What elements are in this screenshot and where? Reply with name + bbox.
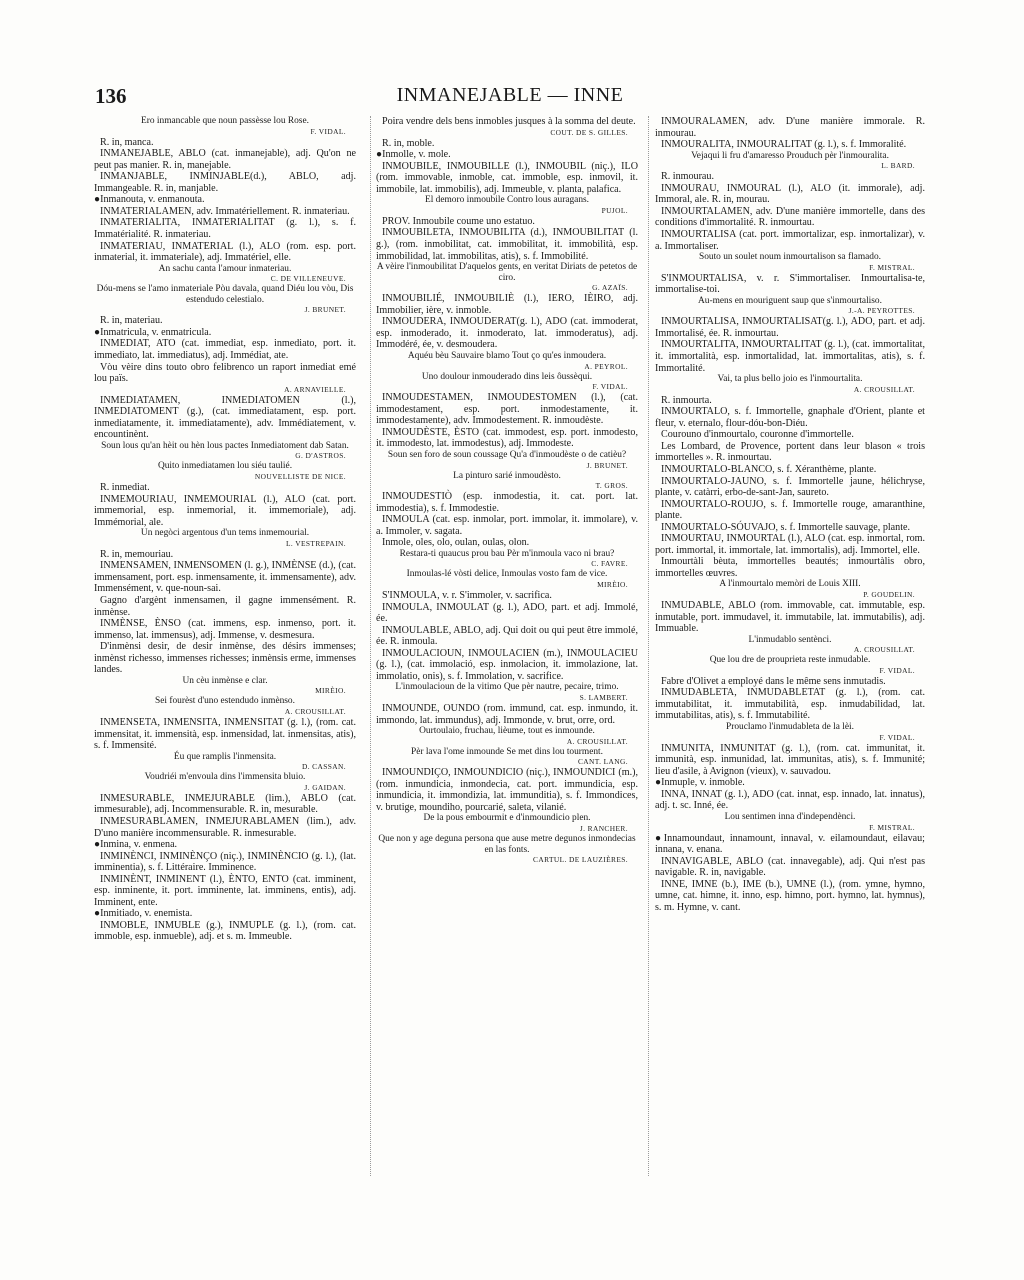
column-divider-1 xyxy=(370,116,371,1176)
entry-paragraph: INMOUBILE, INMOUBILLE (l.), INMOUBIL (niç.), ILO (rom. immovable, inmoble, cat. immoble, esp. inmovil, it. immobile, lat. immobilis), adj. Immeuble, v. planta, palafica. xyxy=(376,160,638,195)
entry-paragraph: INMOUNDIÇO, INMOUNDICIO (niç.), INMOUNDICI (m.), (rom. inmundicia, inmondecia, cat. port. immundicia, esp. inmundicia, it. immondizia, lat. immunditia), s. f. Immondices, v. brutige, moundiho, pourcarié, saleta, vilanié. xyxy=(376,767,638,813)
cross-reference: ●Innamoundaut, innamount, innaval, v. eilamoundaut, eilavau; innana, v. enana. xyxy=(655,832,925,856)
column-divider-2 xyxy=(648,116,649,1176)
quote-attribution: J. GAIDAN. xyxy=(304,782,346,792)
page-number: 136 xyxy=(95,84,127,108)
entry-paragraph: INMEDIATAMEN, INMEDIATOMEN (l.), INMEDIATOMENT (g.), (cat. immediatament, esp. port. inmediatamente, it. immediatamente), adv. Immédiatement, v. encountinènt. xyxy=(94,394,356,441)
quotation: Vejaqui li fru d'amaresso Prouduch pèr l'inmouralita. xyxy=(691,150,889,161)
entry-paragraph: INMENSETA, INMENSITA, INMENSITAT (g. l.), (rom. cat. immensitat, it. immensità, esp. inmensidad, lat. inmensitas, atis), s. f. Immensité. xyxy=(94,717,356,752)
cross-reference: ●Inmanouta, v. enmanouta. xyxy=(94,194,205,206)
quote-attribution: F. VIDAL. xyxy=(879,732,915,742)
cross-reference: ●Inmitiado, v. enemista. xyxy=(94,908,193,920)
quotation: Soun sen foro de soun coussage Qu'a d'inmoudèste o de catièu? xyxy=(387,449,627,460)
entry-paragraph: INMOURTALISA (cat. port. immortalizar, esp. inmortalizar), v. a. Immortaliser. xyxy=(655,228,925,252)
quote-attribution: A. PEYROL. xyxy=(584,361,628,371)
quotation: Quito inmediatamen lou siéu taulié. xyxy=(157,461,293,472)
entry-paragraph: INMOULA (cat. esp. inmolar, port. immolar, it. immolare), v. a. Immoler, v. sagata. xyxy=(376,514,638,537)
quotation: A vèire l'inmoubilitat D'aquelos gents, en veritat Diriats de petetos de ciro. xyxy=(376,262,638,283)
quote-attribution: C. FAVRE. xyxy=(591,559,628,569)
quote-attribution: MIRÈIO. xyxy=(315,686,346,696)
entry-paragraph: INMOURTALITA, INMOURTALITAT (g. l.), (cat. immortalitat, it. immortalità, esp. inmortalidad, lat. immortalitas, atis), s. f. Immortalité. xyxy=(655,339,925,374)
quotation: Que non y age deguna persona que ause metre degunos inmondecias en las fonts. xyxy=(378,834,636,855)
page-header xyxy=(95,84,925,110)
entry-paragraph: INMENSAMEN, INMENSOMEN (l. g.), INMÈNSE (d.), (cat. immensament, port. esp. inmensamente, it. immensamente), adv. Immensément, v. que-noun-sai. xyxy=(94,560,356,595)
entry-paragraph: INMANEJABLE, ABLO (cat. inmanejable), adj. Qu'on ne peut pas manier. R. in, manejable. xyxy=(94,148,356,171)
running-title: INMANEJABLE — INNE xyxy=(396,84,624,106)
quotation: Uno doulour inmouderado dins leis ôussèqui. xyxy=(421,371,593,382)
entry-paragraph: INMATERIAU, INMATERIAL (l.), ALO (rom. esp. port. inmaterial, it. immateriale), adj. Immatériel, elle. xyxy=(94,240,356,264)
entry-paragraph: R. in, manca. xyxy=(100,136,154,148)
quotation: Souto un soulet noum inmourtalison sa flamado. xyxy=(698,252,882,263)
quotation: Dóu-mens se l'amo inmateriale Pòu davala, quand Diéu lou vòu, Dis estendudo celestialo. xyxy=(96,284,354,305)
entry-paragraph: INMESURABLE, INMEJURABLE (lim.), ABLO (cat. immesurable), adj. Incommensurable. R. in, mesurable. xyxy=(94,792,356,816)
cross-reference: ●Inmina, v. enmena. xyxy=(94,839,178,851)
entry-paragraph: Fabre d'Olivet a employé dans le même sens inmutadis. xyxy=(661,675,886,687)
quote-attribution: P. GOUDELIN. xyxy=(863,590,915,600)
quotation: Èro inmancable que noun passèsse lou Rose. xyxy=(141,116,309,126)
quote-attribution: J. BRUNET. xyxy=(586,460,628,470)
entry-paragraph: INMOUBILIÉ, INMOUBILIÈ (l.), IERO, IÈIRO, adj. Immobilier, ière, v. inmoble. xyxy=(376,293,638,316)
entry-paragraph: INMOUDERA, INMOUDERAT(g. l.), ADO (cat. immoderat, esp. inmoderado, it. inmoderato, lat. immoderatus), adj. Immodéré, ée, v. desmoudera. xyxy=(376,316,638,351)
quotation: Restara-ti quaucus prou bau Pèr m'inmoula vaco ni brau? xyxy=(399,548,615,559)
quotation: Inmoulas-lé vòsti delice, Inmoulas vosto fam de vice. xyxy=(406,569,608,580)
entry-paragraph: INMOUNDE, OUNDO (rom. immund, cat. esp. inmundo, it. immondo, lat. immundus), adj. Immonde, v. brut, orre, ord. xyxy=(376,702,638,726)
quotation: Que lou dre de prouprieta reste inmudable. xyxy=(709,655,871,666)
entry-paragraph: D'inmènsi desir, de desir inmènse, des désirs immenses; inmènst richesso, immenses richesses; inmènsis erme, immenses landes. xyxy=(94,641,356,676)
quote-attribution: NOUVELLISTE DE NICE. xyxy=(254,472,346,482)
entry-paragraph: INMOURTALO-SÓUVAJO, s. f. Immortelle sauvage, plante. xyxy=(661,521,911,533)
quote-attribution: J. RANCHER. xyxy=(579,824,628,834)
entry-paragraph: INMANJABLE, INMINJABLE(d.), ABLO, adj. Immangeable. R. in, manjable. xyxy=(94,171,356,194)
entry-paragraph: INMUDABLETA, INMUDABLETAT (g. l.), (rom. cat. immutabilitat, it. immutabilità, esp. inmudabilidad, lat. immutabilitas, atis), s. f. Immutabilité. xyxy=(655,687,925,722)
quote-attribution: CANT. LANG. xyxy=(577,757,628,767)
entry-paragraph: INNAVIGABLE, ABLO (cat. innavegable), adj. Qui n'est pas navigable. R. in, navigable. xyxy=(655,855,925,879)
entry-paragraph: Courouno d'inmourtalo, couronne d'immortelle. xyxy=(661,429,854,441)
entry-paragraph: Poira vendre dels bens inmobles jusques à la somma del deute. xyxy=(382,116,636,127)
entry-paragraph: INMOULA, INMOULAT (g. l.), ADO, part. et adj. Immolé, ée. xyxy=(376,601,638,625)
quote-attribution: J. BRUNET. xyxy=(304,305,346,315)
entry-paragraph: S'INMOULA, v. r. S'immoler, v. sacrifica. xyxy=(382,590,552,602)
quote-attribution: F. VIDAL. xyxy=(310,126,346,136)
entry-paragraph: R. inmourau. xyxy=(661,171,714,183)
quote-attribution: F. MISTRAL. xyxy=(869,822,915,832)
quote-attribution: PUJOL. xyxy=(601,205,628,215)
entry-paragraph: INMOURAU, INMOURAL (l.), ALO (it. immorale), adj. Immoral, ale. R. in, mourau. xyxy=(655,182,925,206)
quotation: Soun lous qu'an hèit ou hèn lous pactes Inmediatoment dab Satan. xyxy=(101,440,349,451)
quote-attribution: A. CROUSILLAT. xyxy=(853,384,915,394)
entry-paragraph: INNA, INNAT (g. l.), ADO (cat. innat, esp. innado, lat. innatus), adj. t. sc. Inné, ée. xyxy=(655,788,925,812)
quote-attribution: T. GROS. xyxy=(595,481,628,491)
entry-paragraph: INMOBLE, INMUBLE (g.), INMUPLE (g. l.), (rom. cat. immoble, esp. inmueble), adj. et s. m. Immeuble. xyxy=(94,919,356,943)
quotation: Un negòci argentous d'un tems inmemourial. xyxy=(140,528,310,539)
entry-paragraph: R. in, moble. xyxy=(382,137,435,149)
quotation: Vai, ta plus bello joio es l'inmourtalita. xyxy=(717,374,863,385)
quotation: A l'inmourtalo memòri de Louis XIII. xyxy=(719,579,861,590)
quote-attribution: G. AZAÏS. xyxy=(592,283,628,293)
entry-paragraph: INMOUBILETA, INMOUBILITA (d.), INMOUBILITAT (l. g.), (rom. inmobilitat, cat. immobilitat, it. immobilità, esp. immobilidad, lat. immobilitas, atis), s. f. Immobilité. xyxy=(376,227,638,262)
quote-attribution: CARTUL. DE LAUZIÈRES. xyxy=(533,855,628,865)
cross-reference: ●Inmuple, v. inmoble. xyxy=(655,777,745,789)
quote-attribution: L. BARD. xyxy=(881,161,915,171)
column-right xyxy=(655,116,925,1182)
entry-paragraph: INMEDIAT, ATO (cat. immediat, esp. inmediato, port. it. immediato, lat. immediatus), adj. Immédiat, ate. xyxy=(94,338,356,362)
quote-attribution: COUT. DE S. GILLES. xyxy=(550,127,628,137)
entry-paragraph: Vòu vèire dins touto obro felibrenco un raport inmediat emé lou païs. xyxy=(94,361,356,385)
entry-paragraph: INMOURTALISA, INMOURTALISAT(g. l.), ADO, part. et adj. Immortalisé, ée. R. inmourtau. xyxy=(655,316,925,339)
quotation: L'inmoulacioun de la vitimo Que pèr nautre, pecaire, trimo. xyxy=(395,682,619,693)
entry-paragraph: INMOURTALO-JAUNO, s. f. Immortelle jaune, hélichryse, plante, v. catàrri, erbo-de-sant-Jan, saureto. xyxy=(655,475,925,499)
quote-attribution: G. D'ASTROS. xyxy=(295,451,346,461)
entry-paragraph: INMOURALITA, INMOURALITAT (g. l.), s. f. Immoralité. xyxy=(661,139,907,151)
entry-paragraph: INMOURTALO-BLANCO, s. f. Xéranthème, plante. xyxy=(661,463,877,475)
quote-attribution: F. VIDAL. xyxy=(592,382,628,392)
column-middle xyxy=(376,116,638,1182)
entry-paragraph: INMINÈNCI, INMINÈNÇO (niç.), INMINÈNCIO (g. l.), (lat. imminentia), s. f. Littéraire. Imminence. xyxy=(94,850,356,874)
quote-attribution: F. MISTRAL. xyxy=(869,262,915,272)
entry-paragraph: INMUNITA, INMUNITAT (g. l.), (rom. cat. immunitat, it. immunità, esp. inmunidad, lat. immunitas, atis), s. f. Immunité; lieu d'asile, à Avignon (vieux), v. sauvadou. xyxy=(655,742,925,777)
entry-paragraph: INNE, IMNE (b.), IME (b.), UMNE (l.), (rom. ymne, hymno, umne, cat. himne, it. inno, esp. himno, port. hymno, lat. hymnus), s. m. Hymne, v. cant. xyxy=(655,878,925,913)
quotation: L'inmudablo sentènci. xyxy=(748,634,832,645)
quote-attribution: D. CASSAN. xyxy=(301,762,346,772)
entry-paragraph: Gagno d'argènt inmensamen, il gagne immensément. R. inmènse. xyxy=(94,595,356,618)
entry-paragraph: INMÈNSE, ÈNSO (cat. immens, esp. inmenso, port. it. immenso, lat. immensus), adj. Immense, v. desmesura. xyxy=(94,618,356,641)
entry-paragraph: INMOURTALO, s. f. Immortelle, gnaphale d'Orient, plante et fleur, v. eternalo, flour-dóu-bon-Diéu. xyxy=(655,406,925,429)
entry-paragraph: INMUDABLE, ABLO (rom. immovable, cat. immutable, esp. inmutable, port. immudavel, it. immutabile, lat. immutabilis), adj. Immuable. xyxy=(655,600,925,635)
entry-paragraph: PROV. Inmoubile coume uno estatuo. xyxy=(382,215,535,227)
quote-attribution: F. VIDAL. xyxy=(879,665,915,675)
quotation: Éu que ramplis l'inmensita. xyxy=(173,751,277,762)
entry-paragraph: Inmole, oles, olo, oulan, oulas, olon. xyxy=(382,537,530,549)
quotation: Prouclamo l'inmudableta de la lèi. xyxy=(726,722,854,733)
quotation: De la pous embourmit e d'inmoundicio plen. xyxy=(423,813,591,824)
quote-attribution: A. CROUSILLAT. xyxy=(853,645,915,655)
entry-paragraph: INMOURTALO-ROUJO, s. f. Immortelle rouge, amaranthine, plante. xyxy=(655,498,925,522)
quotation: Aquéu bèu Sauvaire blamo Tout ço qu'es inmoudera. xyxy=(407,350,607,361)
entry-paragraph: INMOUDÈSTE, ÈSTO (cat. immodest, esp. port. inmodesto, it. immodesto, lat. immodestus), adj. Immodeste. xyxy=(376,426,638,450)
quote-attribution: MIRÈIO. xyxy=(597,580,628,590)
entry-paragraph: R. in, memouriau. xyxy=(100,548,174,560)
entry-paragraph: INMOURTAU, INMOURTAL (l.), ALO (cat. esp. inmortal, rom. port. immortal, it. immortale, lat. immortalis), adj. Immortel, elle. xyxy=(655,533,925,556)
entry-paragraph: Inmourtàli bèuta, immortelles beautés; inmourtàlis obro, immortelles œuvres. xyxy=(655,556,925,579)
entry-paragraph: INMOULACIOUN, INMOULACIEN (m.), INMOULACIEU (g. l.), (cat. immolació, esp. inmolacion, it. immolazione, lat. immolatio, onis), s. f. Immolation, v. sacrifice. xyxy=(376,647,638,682)
entry-paragraph: R. inmourta. xyxy=(661,394,712,406)
entry-paragraph: INMINÈNT, INMINENT (l.), ÈNTO, ENTO (cat. imminent, esp. inminente, it. port. imminente, lat. imminens, entis), adj. Imminent, ente. xyxy=(94,873,356,908)
quotation: Au-mens en mouriguent saup que s'inmourtaliso. xyxy=(698,295,882,306)
cross-reference: ●Inmolle, v. mole. xyxy=(376,149,451,161)
entry-paragraph: S'INMOURTALISA, v. r. S'immortaliser. Inmourtalisa-te, immortalise-toi. xyxy=(655,272,925,296)
entry-paragraph: INMATERIALITA, INMATERIALITAT (g. l.), s. f. Immatérialité. R. inmateriau. xyxy=(94,217,356,240)
quote-attribution: L. VESTREPAIN. xyxy=(285,538,346,548)
quotation: Sei fourèst d'uno estendudo inmènso. xyxy=(155,696,295,707)
quotation: Voudriéi m'envoula dins l'immensita bluio. xyxy=(144,772,306,783)
entry-paragraph: INMOURTALAMEN, adv. D'une manière immortelle, dans des conditions d'immortalité. R. inmourtau. xyxy=(655,205,925,229)
entry-paragraph: INMOUDESTIÒ (esp. inmodestia, it. cat. port. lat. immodestia), s. f. Immodestie. xyxy=(376,491,638,514)
quote-attribution: C. DE VILLENEUVE. xyxy=(270,274,346,284)
entry-paragraph: INMESURABLAMEN, INMEJURABLAMEN (lim.), adv. D'uno manière incommensurable. R. inmesurable. xyxy=(94,815,356,839)
entry-paragraph: INMOULABLE, ABLO, adj. Qui doit ou qui peut être immolé, ée. R. inmoula. xyxy=(376,624,638,648)
entry-paragraph: Les Lombard, de Provence, portent dans leur blason « trois immortelles ». R. inmourtau. xyxy=(655,440,925,464)
quotation: Ourtoulaio, fruchau, lièume, tout es inmounde. xyxy=(419,726,595,737)
entry-paragraph: INMATERIALAMEN, adv. Immatériellement. R. inmateriau. xyxy=(100,205,350,217)
quote-attribution: S. LAMBERT. xyxy=(579,692,628,702)
entry-paragraph: INMEMOURIAU, INMEMOURIAL (l.), ALO (cat. port. immemorial, esp. inmemorial, it. immemoriale), adj. Immémorial, ale. xyxy=(94,493,356,528)
entry-paragraph: INMOURALAMEN, adv. D'une manière immorale. R. inmourau. xyxy=(655,116,925,139)
quotation: An sachu canta l'amour inmateriau. xyxy=(158,263,292,274)
quote-attribution: A. CROUSILLAT. xyxy=(566,736,628,746)
quotation: El demoro inmoubile Contro lous auragans. xyxy=(424,195,590,206)
quotation: Lou sentimen inna d'independènci. xyxy=(724,811,856,822)
column-left xyxy=(94,116,356,1182)
entry-paragraph: R. in, materiau. xyxy=(100,315,163,327)
entry-paragraph: R. inmediat. xyxy=(100,482,150,494)
quotation: Pèr lava l'ome inmounde Se met dins lou tourment. xyxy=(410,746,604,757)
quote-attribution: A. CROUSILLAT. xyxy=(284,707,346,717)
cross-reference: ●Inmatricula, v. enmatricula. xyxy=(94,326,212,338)
quote-attribution: A. ARNAVIELLE. xyxy=(284,384,346,394)
quote-attribution: J.-A. PEYROTTES. xyxy=(848,306,915,316)
quotation: Un cèu inmènse e clar. xyxy=(182,675,268,686)
entry-paragraph: INMOUDESTAMEN, INMOUDESTOMEN (l.), (cat. immodestament, esp. port. inmodestamente, it. immodestamente), adv. Immodestement. R. inmoudèste. xyxy=(376,392,638,427)
quotation: La pinturo sarié inmoudèsto. xyxy=(453,470,561,481)
